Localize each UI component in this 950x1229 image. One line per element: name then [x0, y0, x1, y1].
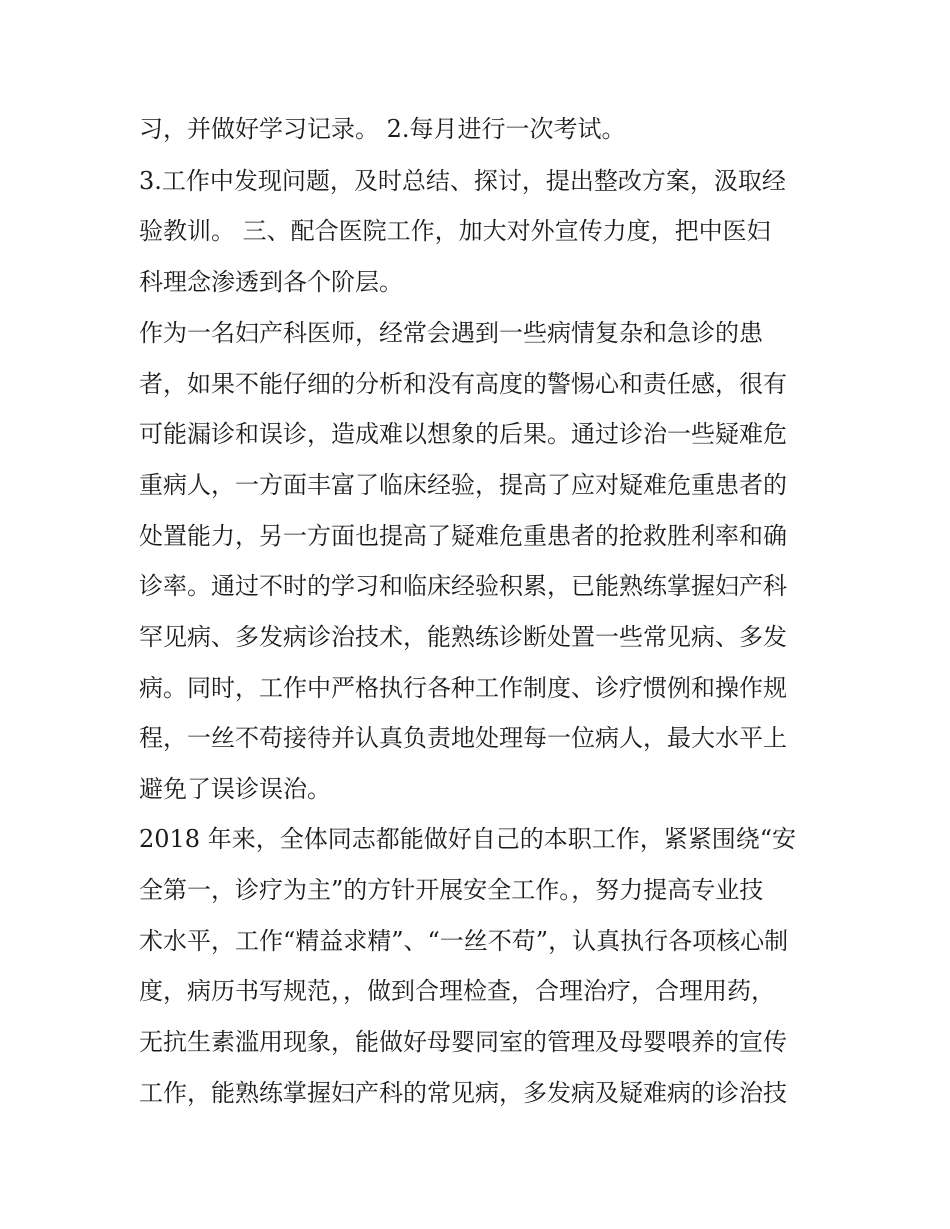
- text-line: 病。同时，工作中严格执行各种工作制度、诊疗惯例和操作规: [139, 674, 787, 702]
- text-line: 者，如果不能仔细的分析和没有高度的警惕心和责任感，很有: [139, 370, 787, 398]
- text-line: 避免了误诊误治。: [139, 775, 331, 803]
- text-line: 度，病历书写规范，，做到合理检查，合理治疗，合理用药，: [139, 977, 775, 1005]
- text-line: 3.工作中发现问题，及时总结、探讨，提出整改方案，汲取经: [139, 167, 786, 195]
- text-line: 可能漏诊和误诊，造成难以想象的后果。通过诊治一些疑难危: [139, 420, 787, 448]
- text-line: 重病人，一方面丰富了临床经验，提高了应对疑难危重患者的: [139, 471, 787, 499]
- text-line: 无抗生素滥用现象，能做好母婴同室的管理及母婴喂养的宣传: [139, 1028, 787, 1056]
- text-line: 术水平，工作“精益求精”、“一丝不苟”，认真执行各项核心制: [139, 927, 789, 955]
- text-line: 习，并做好学习记录。 2.每月进行一次考试。: [139, 115, 626, 143]
- text-line: 程，一丝不苟接待并认真负责地处理每一位病人，最大水平上: [139, 724, 787, 752]
- text-line: 处置能力，另一方面也提高了疑难危重患者的抢救胜利率和确: [139, 522, 787, 550]
- text-line: 罕见病、多发病诊治技术，能熟练诊断处置一些常见病、多发: [139, 623, 787, 651]
- text-line: 2018 年来，全体同志都能做好自己的本职工作，紧紧围绕“安: [139, 825, 796, 853]
- text-line: 作为一名妇产科医师，经常会遇到一些病情复杂和急诊的患: [139, 319, 763, 347]
- text-line: 科理念渗透到各个阶层。: [139, 268, 403, 296]
- text-line: 全第一，诊疗为主”的方针开展安全工作。，努力提高专业技: [139, 876, 764, 904]
- text-line: 诊率。通过不时的学习和临床经验积累，已能熟练掌握妇产科: [139, 572, 787, 600]
- text-line: 工作，能熟练掌握妇产科的常见病，多发病及疑难病的诊治技: [139, 1079, 787, 1107]
- text-line: 验教训。 三、配合医院工作，加大对外宣传力度，把中医妇: [139, 217, 771, 245]
